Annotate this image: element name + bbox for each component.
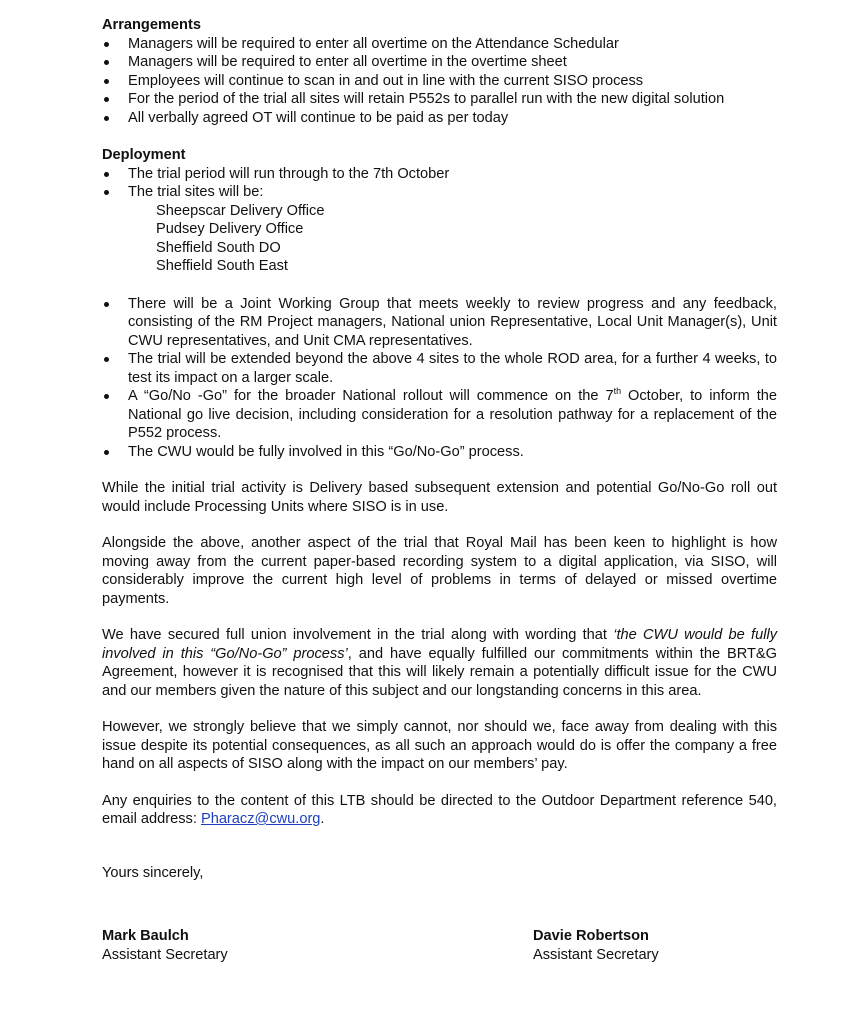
paragraph-digital-application: Alongside the above, another aspect of the trial that Royal Mail has been keen to highlight is how moving away from the current paper-based recording system to a digital application, via SISO, will considerably improve the current high level of problems in terms of delayed or missed overtime payments.	[102, 535, 777, 607]
list-item: The CWU would be fully involved in this “Go/No-Go” process.	[102, 443, 777, 462]
signatory-name: Mark Baulch	[102, 928, 189, 944]
bullet-icon	[104, 302, 109, 307]
list-item: The trial will be extended beyond the above 4 sites to the whole ROD area, for a further 4 weeks, to test its impact on a larger scale.	[102, 350, 777, 387]
bullet-icon	[104, 190, 109, 195]
signature-mark-baulch	[102, 927, 228, 964]
arrangements-heading: Arrangements	[102, 17, 201, 33]
bullet-icon	[104, 172, 109, 177]
bullet-icon	[104, 394, 109, 399]
signature-davie-robertson	[533, 927, 659, 964]
list-item: Managers will be required to enter all overtime on the Attendance Schedular	[102, 35, 777, 54]
deployment-details-list	[102, 295, 777, 462]
list-item: Employees will continue to scan in and out in line with the current SISO process	[102, 72, 777, 91]
trial-site: Pudsey Delivery Office	[156, 221, 304, 237]
trial-site: Sheepscar Delivery Office	[156, 202, 325, 219]
bullet-icon	[104, 42, 109, 47]
arrangements-list	[102, 35, 777, 128]
bullet-icon	[104, 60, 109, 65]
trial-site: Sheffield South East	[156, 258, 288, 274]
bullet-icon	[104, 97, 109, 102]
deployment-heading: Deployment	[102, 147, 186, 163]
list-item: The trial period will run through to the 7th October	[102, 165, 777, 184]
bullet-icon	[104, 79, 109, 84]
bullet-icon	[104, 116, 109, 121]
trial-sites-list	[156, 202, 777, 276]
deployment-list	[102, 165, 777, 202]
list-item: The trial sites will be:	[102, 183, 777, 202]
letter-body	[102, 16, 777, 882]
paragraph-processing-units: While the initial trial activity is Delivery based subsequent extension and potential Go/No-Go roll out would include Processing Units where SISO is in use.	[102, 480, 777, 515]
list-item: A “Go/No -Go” for the broader National rollout will commence on the 7th October, to inform the National go live decision, including consideration for a resolution pathway for a replacement of the P552 process.	[102, 387, 777, 443]
list-item: Managers will be required to enter all overtime in the overtime sheet	[102, 53, 777, 72]
signatory-name: Davie Robertson	[533, 928, 649, 944]
bullet-icon	[104, 450, 109, 455]
closing-salutation: Yours sincerely,	[102, 864, 204, 881]
paragraph-enquiries: Any enquiries to the content of this LTB should be directed to the Outdoor Department reference 540, email address: Pharacz@cwu.org.	[102, 792, 777, 827]
signatory-title: Assistant Secretary	[102, 946, 228, 963]
paragraph-siso-position: However, we strongly believe that we simply cannot, nor should we, face away from dealing with this issue despite its potential consequences, as all such an approach would do is offer the company a free hand on all aspects of SISO along with the impact on our members’ pay.	[102, 719, 777, 772]
paragraph-union-involvement: We have secured full union involvement in the trial along with wording that ‘the CWU would be fully involved in this “Go/No-Go” process’, and have equally fulfilled our commitments within the BRT&G Agreement, however it is recognised that this will likely remain a potentially difficult issue for the CWU and our members given the nature of this subject and our longstanding concerns in this area.	[102, 627, 777, 699]
trial-site: Sheffield South DO	[156, 239, 281, 256]
signatory-title: Assistant Secretary	[533, 946, 659, 963]
list-item: There will be a Joint Working Group that meets weekly to review progress and any feedback, consisting of the RM Project managers, National union Representative, Local Unit Manager(s), Unit CWU representatives, and Unit CMA representatives.	[102, 295, 777, 351]
list-item: All verbally agreed OT will continue to be paid as per today	[102, 109, 777, 128]
list-item: For the period of the trial all sites will retain P552s to parallel run with the new digital solution	[102, 90, 777, 109]
bullet-icon	[104, 357, 109, 362]
email-link[interactable]: Pharacz@cwu.org	[200, 811, 321, 827]
